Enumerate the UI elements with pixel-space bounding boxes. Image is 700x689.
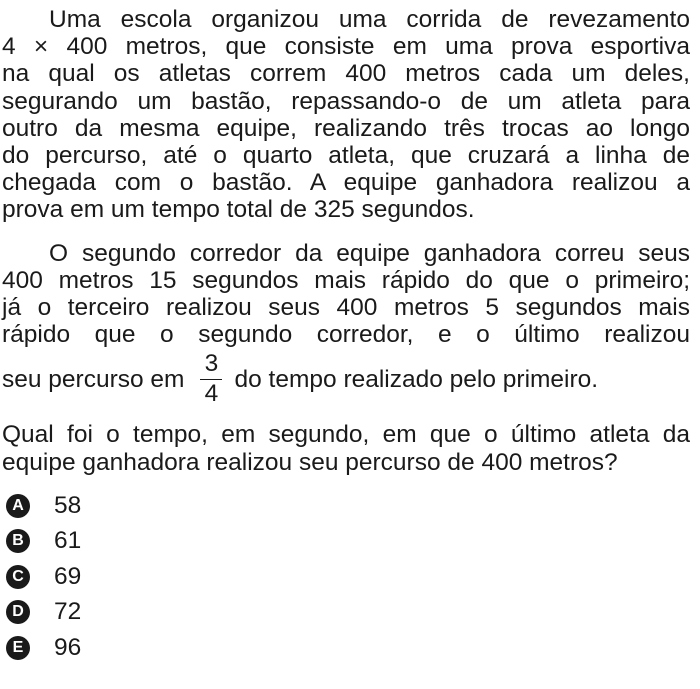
option-c[interactable] [2, 559, 690, 595]
option-value: 58 [54, 491, 82, 519]
option-letter-badge: E [6, 636, 30, 660]
text-line: 4 × 400 metros, que consiste em uma prova esportiva [2, 33, 690, 61]
text-before-fraction: seu percurso em [2, 365, 185, 393]
option-a[interactable] [2, 488, 690, 524]
option-value: 96 [54, 633, 82, 661]
option-b[interactable] [2, 523, 690, 559]
text-line: equipe ganhadora realizou seu percurso de 400 metros? [2, 448, 618, 476]
context-paragraph-1 [2, 6, 690, 224]
option-value: 61 [54, 527, 82, 555]
text-line: na qual os atletas correm 400 metros cada um deles, [2, 60, 690, 88]
text-line: 400 metros 15 segundos mais rápido do que o primeiro; [2, 266, 690, 294]
text-line: segurando um bastão, repassando-o de um atleta para [2, 87, 690, 115]
answer-options [2, 488, 690, 666]
option-letter-badge: B [6, 529, 30, 553]
text-line: Uma escola organizou uma corrida de revezamento [49, 6, 690, 33]
option-letter-badge: C [6, 565, 30, 589]
text-after-fraction: do tempo realizado pelo primeiro. [234, 365, 599, 393]
context-paragraph-2 [2, 240, 690, 411]
fraction-denominator: 4 [204, 380, 219, 408]
option-e[interactable] [2, 630, 690, 666]
text-line: Qual foi o tempo, em segundo, em que o último atleta da [2, 421, 690, 449]
text-line: chegada com o bastão. A equipe ganhadora realizou a [2, 169, 690, 197]
text-line: O segundo corredor da equipe ganhadora correu seus [49, 239, 690, 267]
option-value: 72 [54, 598, 82, 626]
text-line: prova em um tempo total de 325 segundos. [2, 196, 475, 224]
option-value: 69 [54, 562, 82, 590]
text-line: outro da mesma equipe, realizando três trocas ao longo [2, 114, 690, 142]
text-line: já o terceiro realizou seus 400 metros 5 segundos mais [2, 294, 690, 322]
option-d[interactable] [2, 594, 690, 630]
question-stem [2, 421, 690, 475]
option-letter-badge: A [6, 494, 30, 518]
fraction-numerator: 3 [204, 350, 219, 378]
fraction-text-line [2, 348, 690, 410]
option-letter-badge: D [6, 600, 30, 624]
text-line: rápido que o segundo corredor, e o último realizou [2, 321, 690, 349]
text-line: do percurso, até o quarto atleta, que cruzará a linha de [2, 142, 690, 170]
fraction [200, 351, 222, 407]
